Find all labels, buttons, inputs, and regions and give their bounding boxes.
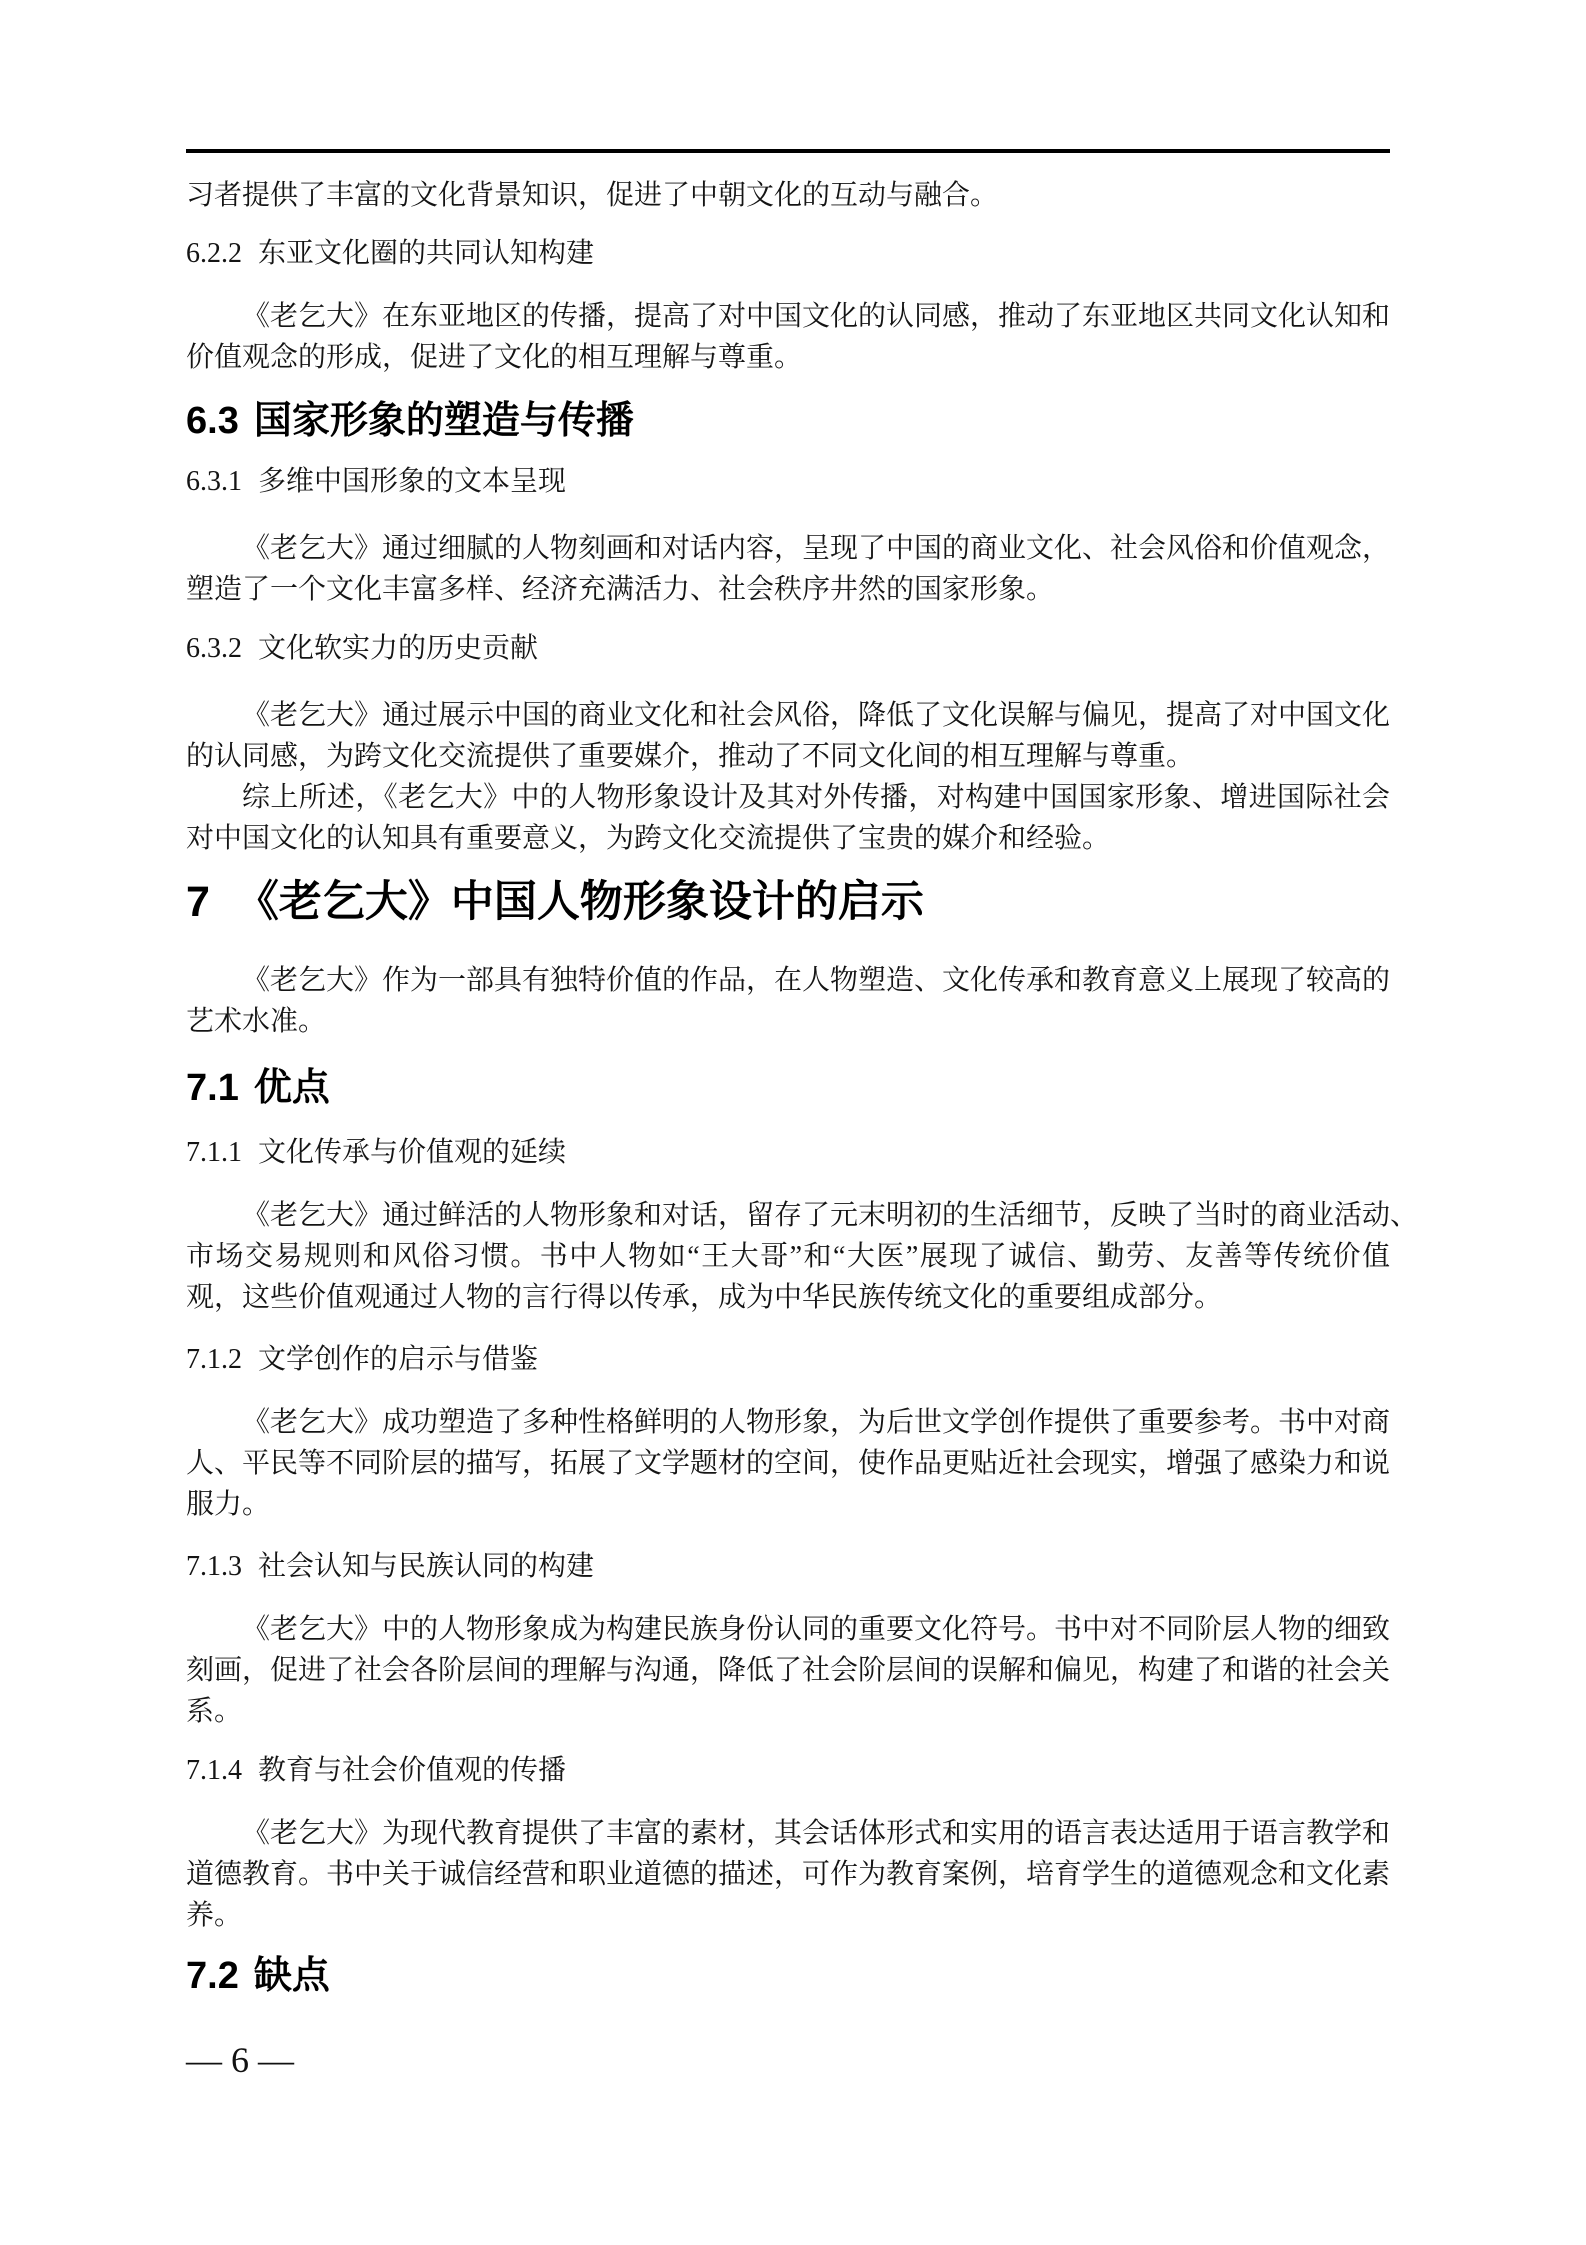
heading-6-2-2 <box>186 233 1390 274</box>
heading-7-1-3 <box>186 1546 1390 1587</box>
heading-title: 缺点 <box>253 1955 330 1997</box>
heading-6-3 <box>186 396 1390 446</box>
heading-6-3-1 <box>186 461 1390 502</box>
paragraph-7-1-2 <box>186 1402 1390 1525</box>
paragraph-7-1-3 <box>186 1609 1390 1732</box>
text-line: 的认同感，为跨文化交流提供了重要媒介，推动了不同文化间的相互理解与尊重。 <box>186 741 1195 772</box>
paragraph-6-2-2 <box>186 296 1390 378</box>
paragraph-6-3-1 <box>186 528 1390 610</box>
paragraph-7-1-4 <box>186 1813 1390 1936</box>
header-rule <box>186 149 1390 153</box>
text-line: 对中国文化的认知具有重要意义，为跨文化交流提供了宝贵的媒介和经验。 <box>186 823 1111 854</box>
text-line: 《老乞大》作为一部具有独特价值的作品，在人物塑造、文化传承和教育意义上展现了较高的 <box>242 965 1391 996</box>
heading-7-1 <box>186 1063 1390 1113</box>
heading-number: 7.1.2 <box>186 1344 242 1375</box>
text-line: 系。 <box>186 1696 243 1727</box>
heading-title: 教育与社会价值观的传播 <box>258 1755 567 1786</box>
paragraph-7-intro <box>186 960 1390 1042</box>
text-line: 《老乞大》中的人物形象成为构建民族身份认同的重要文化符号。书中对不同阶层人物的细致 <box>242 1614 1391 1645</box>
heading-number: 7 <box>186 878 210 926</box>
text-line: 《老乞大》成功塑造了多种性格鲜明的人物形象，为后世文学创作提供了重要参考。书中对商 <box>242 1407 1391 1438</box>
text-line: 养。 <box>186 1900 243 1931</box>
text-line: 观，这些价值观通过人物的言行得以传承，成为中华民族传统文化的重要组成部分。 <box>186 1282 1223 1313</box>
heading-number: 7.1 <box>186 1067 239 1109</box>
heading-title: 《老乞大》中国人物形象设计的启示 <box>235 878 924 926</box>
heading-title: 多维中国形象的文本呈现 <box>258 466 567 497</box>
heading-title: 东亚文化圈的共同认知构建 <box>258 238 595 269</box>
text-line: 塑造了一个文化丰富多样、经济充满活力、社会秩序井然的国家形象。 <box>186 574 1055 605</box>
text-line: 《老乞大》通过细腻的人物刻画和对话内容，呈现了中国的商业文化、社会风俗和价值观念， <box>242 533 1391 564</box>
heading-number: 7.1.1 <box>186 1137 242 1168</box>
heading-number: 6.2.2 <box>186 238 242 269</box>
heading-title: 国家形象的塑造与传播 <box>253 400 634 442</box>
text-line: 市场交易规则和风俗习惯。书中人物如“王大哥”和“大医”展现了诚信、勤劳、友善等传统价值 <box>186 1241 1390 1272</box>
heading-title: 文化软实力的历史贡献 <box>258 633 539 664</box>
text-line: 人、平民等不同阶层的描写，拓展了文学题材的空间，使作品更贴近社会现实，增强了感染力和说 <box>186 1448 1391 1479</box>
text-line: 综上所述，《老乞大》中的人物形象设计及其对外传播，对构建中国国家形象、增进国际社会 <box>242 782 1390 813</box>
text-line: 《老乞大》为现代教育提供了丰富的素材，其会话体形式和实用的语言表达适用于语言教学和 <box>242 1818 1391 1849</box>
page-content <box>186 0 1419 2001</box>
heading-title: 社会认知与民族认同的构建 <box>258 1551 595 1582</box>
heading-number: 7.1.4 <box>186 1755 242 1786</box>
text-line: 价值观念的形成，促进了文化的相互理解与尊重。 <box>186 342 803 373</box>
heading-7 <box>186 874 1390 930</box>
heading-title: 文学创作的启示与借鉴 <box>258 1344 539 1375</box>
heading-title: 文化传承与价值观的延续 <box>258 1137 567 1168</box>
heading-6-3-2 <box>186 628 1390 669</box>
heading-number: 7.2 <box>186 1955 239 1997</box>
heading-number: 6.3.1 <box>186 466 242 497</box>
text-line: 服力。 <box>186 1489 271 1520</box>
heading-7-2 <box>186 1951 1390 2001</box>
heading-number: 6.3.2 <box>186 633 242 664</box>
text-line: 习者提供了丰富的文化背景知识，促进了中朝文化的互动与融合。 <box>186 180 999 211</box>
heading-title: 优点 <box>253 1067 330 1109</box>
heading-7-1-2 <box>186 1339 1390 1380</box>
continued-paragraph <box>186 175 1390 216</box>
text-line: 《老乞大》通过展示中国的商业文化和社会风俗，降低了文化误解与偏见，提高了对中国文化 <box>242 700 1391 731</box>
text-line: 《老乞大》在东亚地区的传播，提高了对中国文化的认同感，推动了东亚地区共同文化认知和 <box>242 301 1391 332</box>
paragraph-7-1-1 <box>186 1195 1419 1318</box>
text-line: 道德教育。书中关于诚信经营和职业道德的描述，可作为教育案例，培育学生的道德观念和文化素 <box>186 1859 1391 1890</box>
page-number: — 6 — <box>186 2040 294 2080</box>
heading-number: 7.1.3 <box>186 1551 242 1582</box>
text-line: 刻画，促进了社会各阶层间的理解与沟通，降低了社会阶层间的误解和偏见，构建了和谐的社会关 <box>186 1655 1391 1686</box>
text-line: 《老乞大》通过鲜活的人物形象和对话，留存了元末明初的生活细节，反映了当时的商业活动、 <box>242 1200 1419 1231</box>
heading-number: 6.3 <box>186 400 239 442</box>
paragraph-6-3-2 <box>186 695 1390 777</box>
heading-7-1-4 <box>186 1750 1390 1791</box>
paragraph-summary <box>186 777 1390 859</box>
heading-7-1-1 <box>186 1132 1390 1173</box>
text-line: 艺术水准。 <box>186 1006 327 1037</box>
